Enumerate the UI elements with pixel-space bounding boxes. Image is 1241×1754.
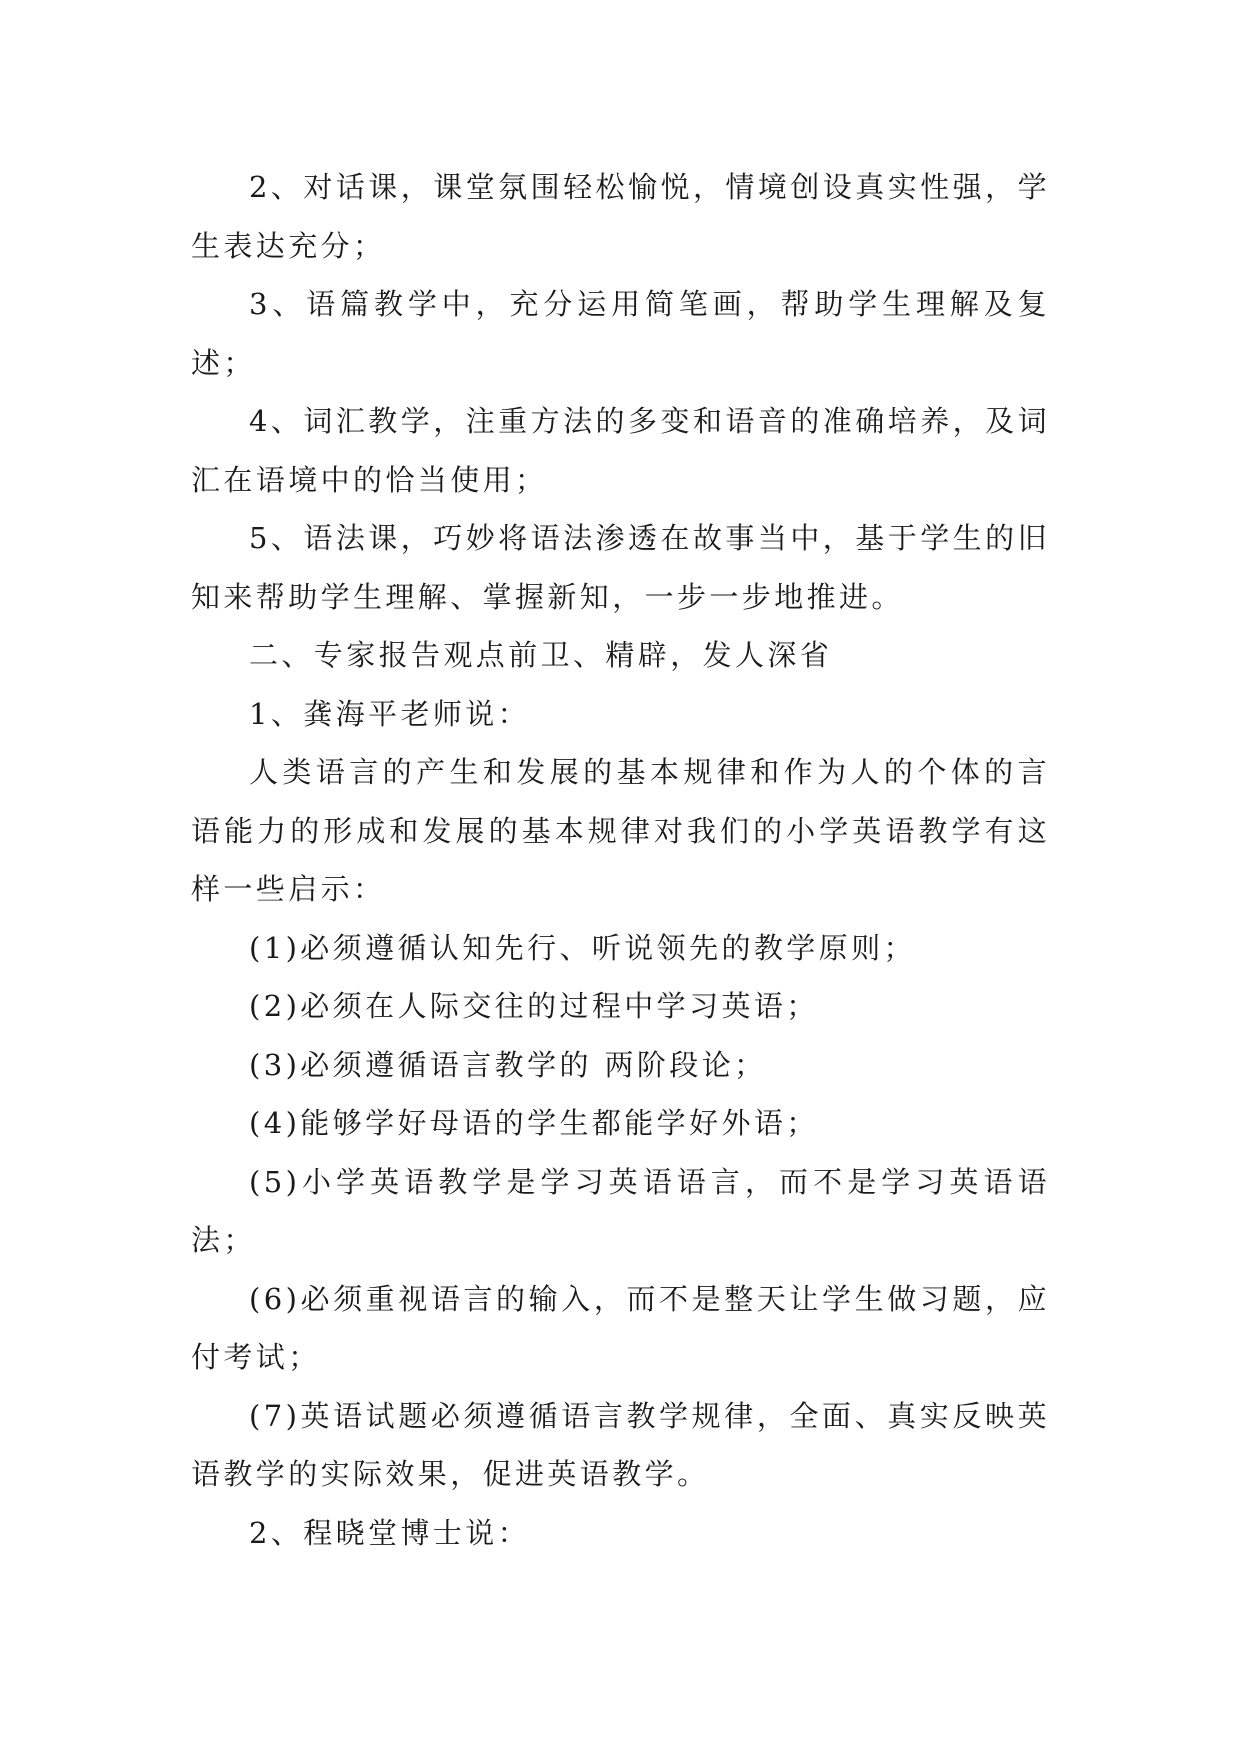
list-item-7: (7)英语试题必须遵循语言教学规律，全面、真实反映英语教学的实际效果，促进英语教学。 [191,1398,1050,1491]
document-body [191,158,1050,1562]
subheading-cheng-xiaotang: 2、程晓堂博士说： [249,1515,531,1550]
list-item-1: (1)必须遵循认知先行、听说领先的教学原则； [249,930,916,965]
subheading-gong-haiping: 1、龚海平老师说： [249,696,531,731]
paragraph-grammar-class: 5、语法课，巧妙将语法渗透在故事当中，基于学生的旧知来帮助学生理解、掌握新知，一步一步地推进。 [191,521,1050,614]
paragraph-vocabulary-teaching: 4、词汇教学，注重方法的多变和语音的准确培养，及词汇在语境中的恰当使用； [191,404,1050,497]
list-item-4: (4)能够学好母语的学生都能学好外语； [249,1106,819,1140]
section-heading-expert-reports: 二、专家报告观点前卫、精辟，发人深省 [249,638,833,672]
paragraph-language-laws: 人类语言的产生和发展的基本规律和作为人的个体的言语能力的形成和发展的基本规律对我们的小学英语教学有这样一些启示： [191,755,1050,906]
paragraph-dialogue-class: 2、对话课，课堂氛围轻松愉悦，情境创设真实性强，学生表达充分； [191,170,1050,263]
paragraph-text-teaching: 3、语篇教学中，充分运用简笔画，帮助学生理解及复述； [191,287,1050,380]
list-item-3: (3)必须遵循语言教学的 两阶段论； [249,1047,767,1082]
list-item-6: (6)必须重视语言的输入，而不是整天让学生做习题，应付考试； [191,1281,1050,1374]
list-item-5: (5)小学英语教学是学习英语语言，而不是学习英语语法； [191,1164,1050,1257]
list-item-2: (2)必须在人际交往的过程中学习英语； [249,989,819,1023]
